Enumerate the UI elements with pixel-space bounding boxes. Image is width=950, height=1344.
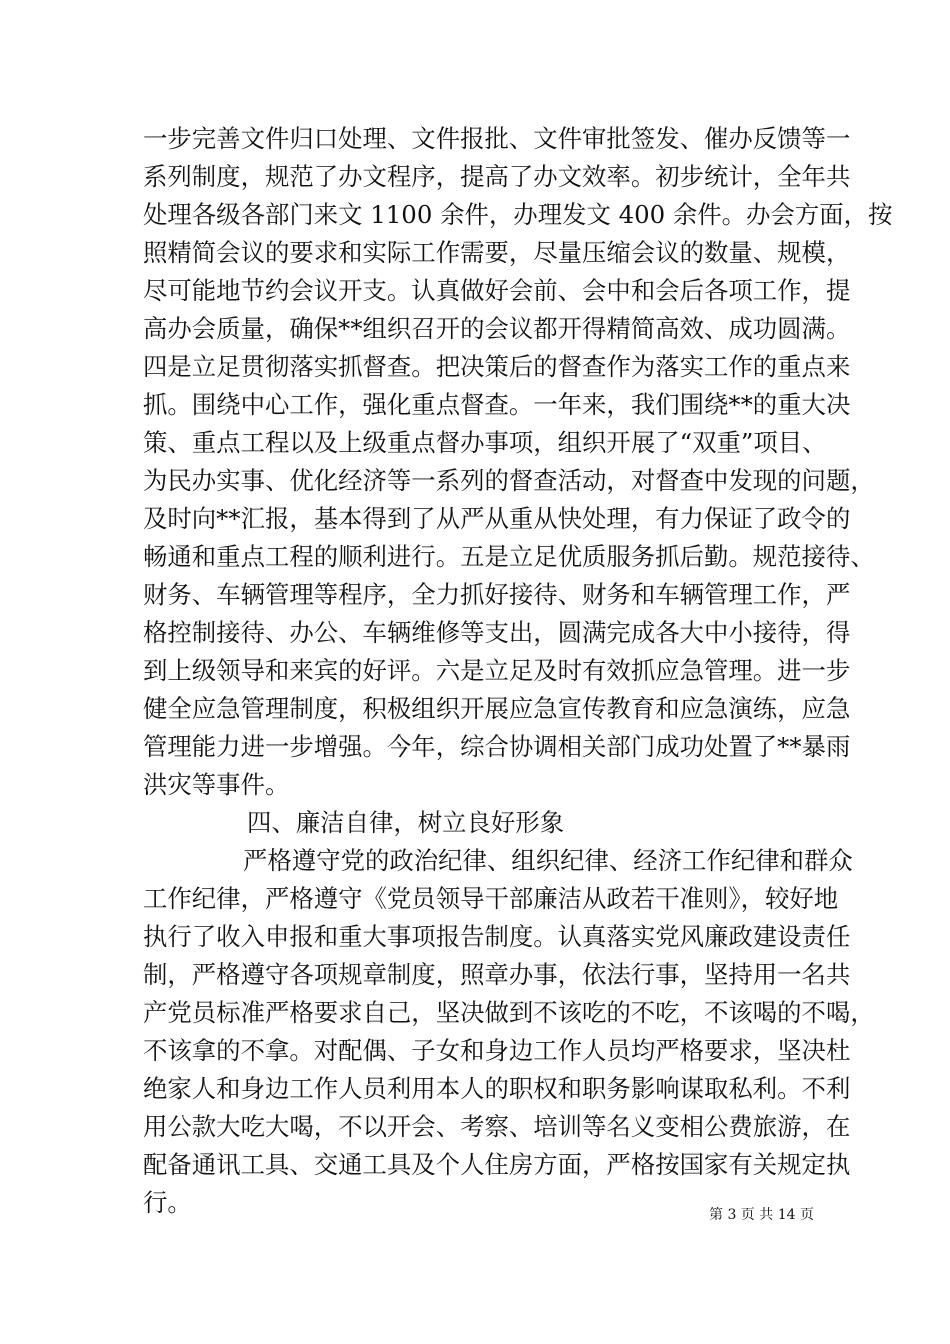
- body-line: 为民办实事、优化经济等一系列的督查活动，对督查中发现的问题，: [143, 466, 875, 495]
- paragraph-line: 绝家人和身边工作人员利用本人的职权和职务影响谋取私利。不利: [143, 1074, 851, 1103]
- body-line: 及时向**汇报，基本得到了从严从重从快处理，有力保证了政令的: [143, 504, 851, 533]
- body-line: 财务、车辆管理等程序，全力抓好接待、财务和车辆管理工作，严: [143, 580, 851, 609]
- paragraph-line: 配备通讯工具、交通工具及个人住房方面，严格按国家有关规定执: [143, 1150, 851, 1179]
- body-line: 管理能力进一步增强。今年，综合协调相关部门成功处置了**暴雨: [143, 732, 851, 761]
- body-line: 照精简会议的要求和实际工作需要，尽量压缩会议的数量、规模，: [143, 238, 851, 267]
- paragraph-line: 产党员标准严格要求自己，坚决做到不该吃的不吃，不该喝的不喝，: [143, 998, 875, 1027]
- body-line: 高办会质量，确保**组织召开的会议都开得精简高效、成功圆满。: [143, 314, 851, 343]
- paragraph-line: 执行了收入申报和重大事项报告制度。认真落实党风廉政建设责任: [143, 922, 851, 951]
- body-line: 抓。围绕中心工作，强化重点督查。一年来，我们围绕**的重大决: [143, 390, 851, 419]
- body-line: 尽可能地节约会议开支。认真做好会前、会中和会后各项工作，提: [143, 276, 851, 305]
- body-line: 格控制接待、办公、车辆维修等支出，圆满完成各大中小接待，得: [143, 618, 851, 647]
- page-number: 第 3 页 共 14 页: [709, 1207, 814, 1223]
- body-line: 到上级领导和来宾的好评。六是立足及时有效抓应急管理。进一步: [143, 656, 851, 685]
- body-line: 洪灾等事件。: [143, 770, 290, 799]
- section-heading: 四、廉洁自律，树立良好形象: [247, 808, 565, 837]
- paragraph-line: 制，严格遵守各项规章制度，照章办事，依法行事，坚持用一名共: [143, 960, 851, 989]
- body-line: 畅通和重点工程的顺利进行。五是立足优质服务抓后勤。规范接待、: [143, 542, 875, 571]
- body-line: 一步完善文件归口处理、文件报批、文件审批签发、催办反馈等一: [143, 124, 851, 153]
- paragraph-line: 工作纪律，严格遵守《党员领导干部廉洁从政若干准则》，较好地: [143, 884, 839, 913]
- paragraph-line: 行。: [143, 1188, 192, 1217]
- paragraph-first-line: 严格遵守党的政治纪律、组织纪律、经济工作纪律和群众: [243, 846, 853, 875]
- body-line: 健全应急管理制度，积极组织开展应急宣传教育和应急演练，应急: [143, 694, 851, 723]
- paragraph-line: 不该拿的不拿。对配偶、子女和身边工作人员均严格要求，坚决杜: [143, 1036, 851, 1065]
- paragraph-line: 用公款大吃大喝，不以开会、考察、培训等名义变相公费旅游，在: [143, 1112, 851, 1141]
- body-line: 处理各级各部门来文 1100 余件，办理发文 400 余件。办会方面，按: [143, 200, 893, 229]
- body-line: 系列制度，规范了办文程序，提高了办文效率。初步统计，全年共: [143, 162, 851, 191]
- body-line: 四是立足贯彻落实抓督查。把决策后的督查作为落实工作的重点来: [143, 352, 851, 381]
- body-line: 策、重点工程以及上级重点督办事项，组织开展了“双重”项目、: [143, 428, 827, 457]
